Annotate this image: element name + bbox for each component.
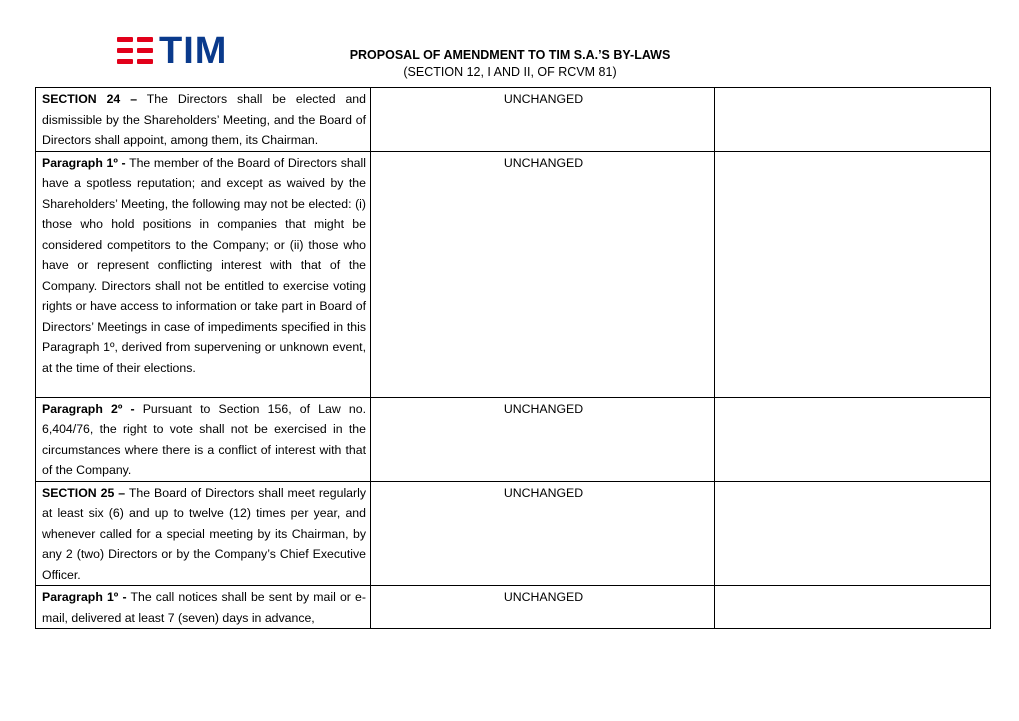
clause-text: The member of the Board of Directors shall have a spotless reputation; and except as waived by the Shareholders’ Meeting, the following may not be elected: (i) those who hold positions in companies that might be considered competitors to the Company; or (ii) those who have or represent conflicting interest with that of the Company. Directors shall not be entitled to exercise voting rights or have access to information or take part in Board of Directors’ Meetings in case of impediments specified in this Paragraph 1º, derived from supervening or unknown event, at the time of their elections. (42, 155, 366, 375)
clause-text: Pursuant to Section 156, of Law no. 6,404/76, the right to vote shall not be exercised in the circumstances where there is a conflict of interest with that of the Company. (42, 401, 366, 477)
clause-text: The call notices shall be sent by mail or e-mail, delivered at least 7 (seven) days in advance, (42, 590, 366, 625)
status-cell: UNCHANGED (371, 88, 715, 152)
tim-logo-text: TIM (159, 30, 228, 72)
justification-cell (715, 151, 991, 397)
clause-text: The Board of Directors shall meet regularly at least six (6) and up to twelve (12) times per year, and whenever called for a special meeting by its Chairman, by any 2 (two) Directors or by the Company’s Chief Executive Officer. (42, 485, 366, 582)
justification-cell (715, 88, 991, 152)
current-text-cell (36, 481, 371, 586)
table-row (36, 481, 991, 586)
tim-logo-mark-icon (117, 37, 155, 65)
status-cell: UNCHANGED (371, 397, 715, 481)
table-row (36, 397, 991, 481)
amendment-table (35, 87, 991, 629)
clause-heading: SECTION 25 – (42, 485, 126, 500)
current-text-cell (36, 88, 371, 152)
clause-heading: Paragraph 1º - (42, 590, 127, 604)
status-cell: UNCHANGED (371, 151, 715, 397)
clause-heading: Paragraph 1º - (42, 155, 126, 170)
status-cell: UNCHANGED (371, 586, 715, 629)
title-line-2: (SECTION 12, I AND II, OF RCVM 81) (403, 65, 617, 79)
justification-cell (715, 586, 991, 629)
current-text-cell (36, 397, 371, 481)
tim-logo (117, 30, 235, 72)
title-line-1: PROPOSAL OF AMENDMENT TO TIM S.A.’S BY-LAWS (349, 48, 671, 62)
justification-cell (715, 397, 991, 481)
clause-heading: Paragraph 2º - (42, 401, 135, 416)
current-text-cell (36, 586, 371, 629)
table-row (36, 88, 991, 152)
table-row (36, 586, 991, 629)
justification-cell (715, 481, 991, 586)
current-text-cell (36, 151, 371, 397)
clause-heading: SECTION 24 – (42, 92, 138, 106)
status-cell: UNCHANGED (371, 481, 715, 586)
document-title (300, 47, 720, 81)
clause-text: The Directors shall be elected and dismissible by the Shareholders’ Meeting, and the Board of Directors shall appoint, among them, its Chairman. (42, 92, 366, 147)
table-row (36, 151, 991, 397)
